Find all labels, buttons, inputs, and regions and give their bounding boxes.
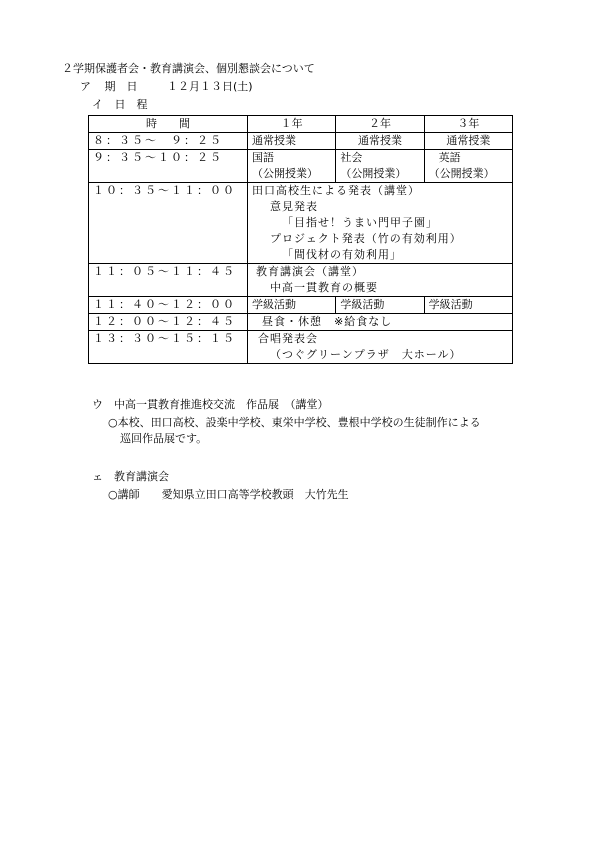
header-grade2: ２年 — [336, 116, 424, 133]
row-merged-cell — [248, 331, 513, 364]
program-line: 「間伐材の有効利用」 — [282, 248, 402, 261]
row-cell: 通常授業 — [336, 133, 424, 150]
row-merged-cell — [248, 314, 513, 331]
section-i-label: イ — [92, 98, 103, 111]
header-grade3: ３年 — [424, 116, 512, 133]
table-row — [89, 264, 513, 297]
section-a-key: 期 日 — [104, 80, 138, 93]
row-cell: 学級活動 — [248, 297, 336, 314]
section-i-key: 日 程 — [114, 98, 148, 111]
row-time: １１：４０～１２：００ — [89, 297, 248, 314]
section-a-label: ア — [80, 80, 91, 93]
program-line: （つぐグリーンプラザ 大ホール） — [270, 348, 462, 361]
row-time: １１：０５～１１：４５ — [89, 264, 248, 297]
section-e-heading: ェ 教育講演会 — [92, 470, 169, 483]
subject-sub: （公開授業） — [428, 167, 495, 180]
row-time: １３：３０～１５：１５ — [89, 331, 248, 364]
subject-label: 英語 — [438, 151, 461, 164]
schedule-table — [88, 115, 513, 364]
program-line: 意見発表 — [270, 200, 318, 213]
header-time: 時 間 — [89, 116, 248, 133]
program-line: 合唱発表会 — [258, 332, 318, 345]
table-row — [89, 331, 513, 364]
header-grade1: １年 — [248, 116, 336, 133]
section-u-body-line1: ○本校、田口高校、設楽中学校、東栄中学校、豊根中学校の生徒制作による — [108, 416, 481, 429]
program-line: 田口高校生による発表（講堂） — [252, 184, 420, 197]
subject-label: 国語 — [252, 151, 274, 164]
table-row — [89, 150, 513, 183]
row-cell — [424, 150, 512, 183]
row-merged-cell — [248, 183, 513, 264]
program-line: 中高一貫教育の概要 — [270, 281, 378, 294]
row-time: ９：３５～１０：２５ — [89, 150, 248, 183]
section-i — [92, 98, 148, 112]
section-u-body-line2: 巡回作品展です。 — [120, 432, 208, 445]
table-header-row — [89, 116, 513, 133]
table-row — [89, 133, 513, 150]
row-time: １２：００～１２：４５ — [89, 314, 248, 331]
row-cell: 学級活動 — [336, 297, 424, 314]
table-row — [89, 183, 513, 264]
row-cell — [336, 150, 424, 183]
section-u-heading: ウ 中高一貫教育推進校交流 作品展 （講堂） — [92, 398, 329, 411]
row-cell: 学級活動 — [424, 297, 512, 314]
section-a-value: １２月１３日(土) — [167, 80, 253, 93]
program-line: 昼食・休憩 ※給食なし — [262, 315, 393, 328]
row-merged-cell — [248, 264, 513, 297]
table-row — [89, 314, 513, 331]
row-cell: 通常授業 — [248, 133, 336, 150]
row-time: １０：３５～１１：００ — [89, 183, 248, 264]
row-time: ８：３５～ ９：２５ — [89, 133, 248, 150]
document-title: ２学期保護者会・教育講演会、個別懇談会について — [62, 62, 315, 75]
subject-sub: （公開授業） — [252, 167, 318, 180]
row-cell — [248, 150, 336, 183]
subject-label: 社会 — [340, 151, 363, 164]
subject-sub: （公開授業） — [340, 167, 407, 180]
program-line: プロジェクト発表（竹の有効利用） — [270, 232, 462, 245]
section-a — [80, 80, 253, 94]
program-line: 教育講演会（講堂） — [256, 265, 364, 278]
table-row — [89, 297, 513, 314]
section-e-body: ○講師 愛知県立田口高等学校教頭 大竹先生 — [108, 488, 349, 501]
row-cell: 通常授業 — [424, 133, 512, 150]
program-line: 「目指せ！うまい門甲子園」 — [282, 216, 438, 229]
